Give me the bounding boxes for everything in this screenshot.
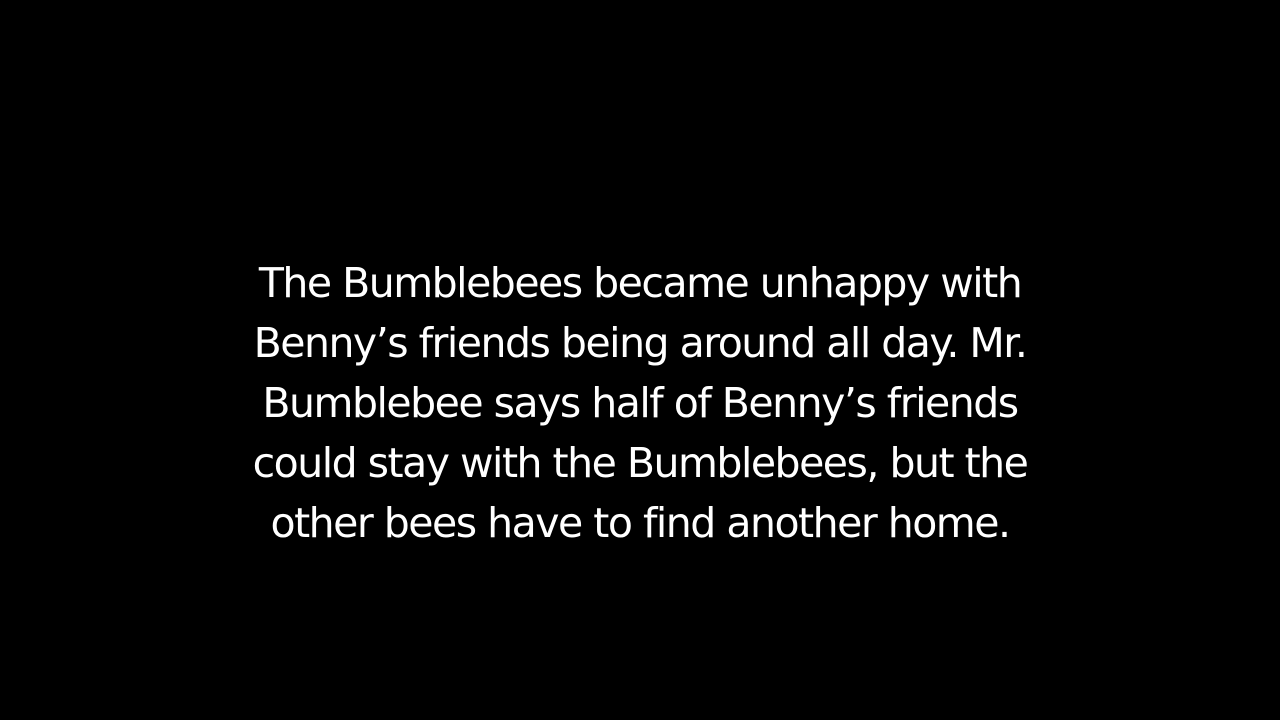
story-line-4: could stay with the Bumblebees, but the [252, 439, 1028, 487]
story-text [140, 253, 1140, 553]
story-line-1: The Bumblebees became unhappy with [258, 259, 1022, 307]
story-line-3: Bumblebee says half of Benny’s friends [262, 379, 1018, 427]
story-line-2: Benny’s friends being around all day. Mr. [253, 319, 1027, 367]
story-line-5: other bees have to find another home. [270, 499, 1010, 547]
